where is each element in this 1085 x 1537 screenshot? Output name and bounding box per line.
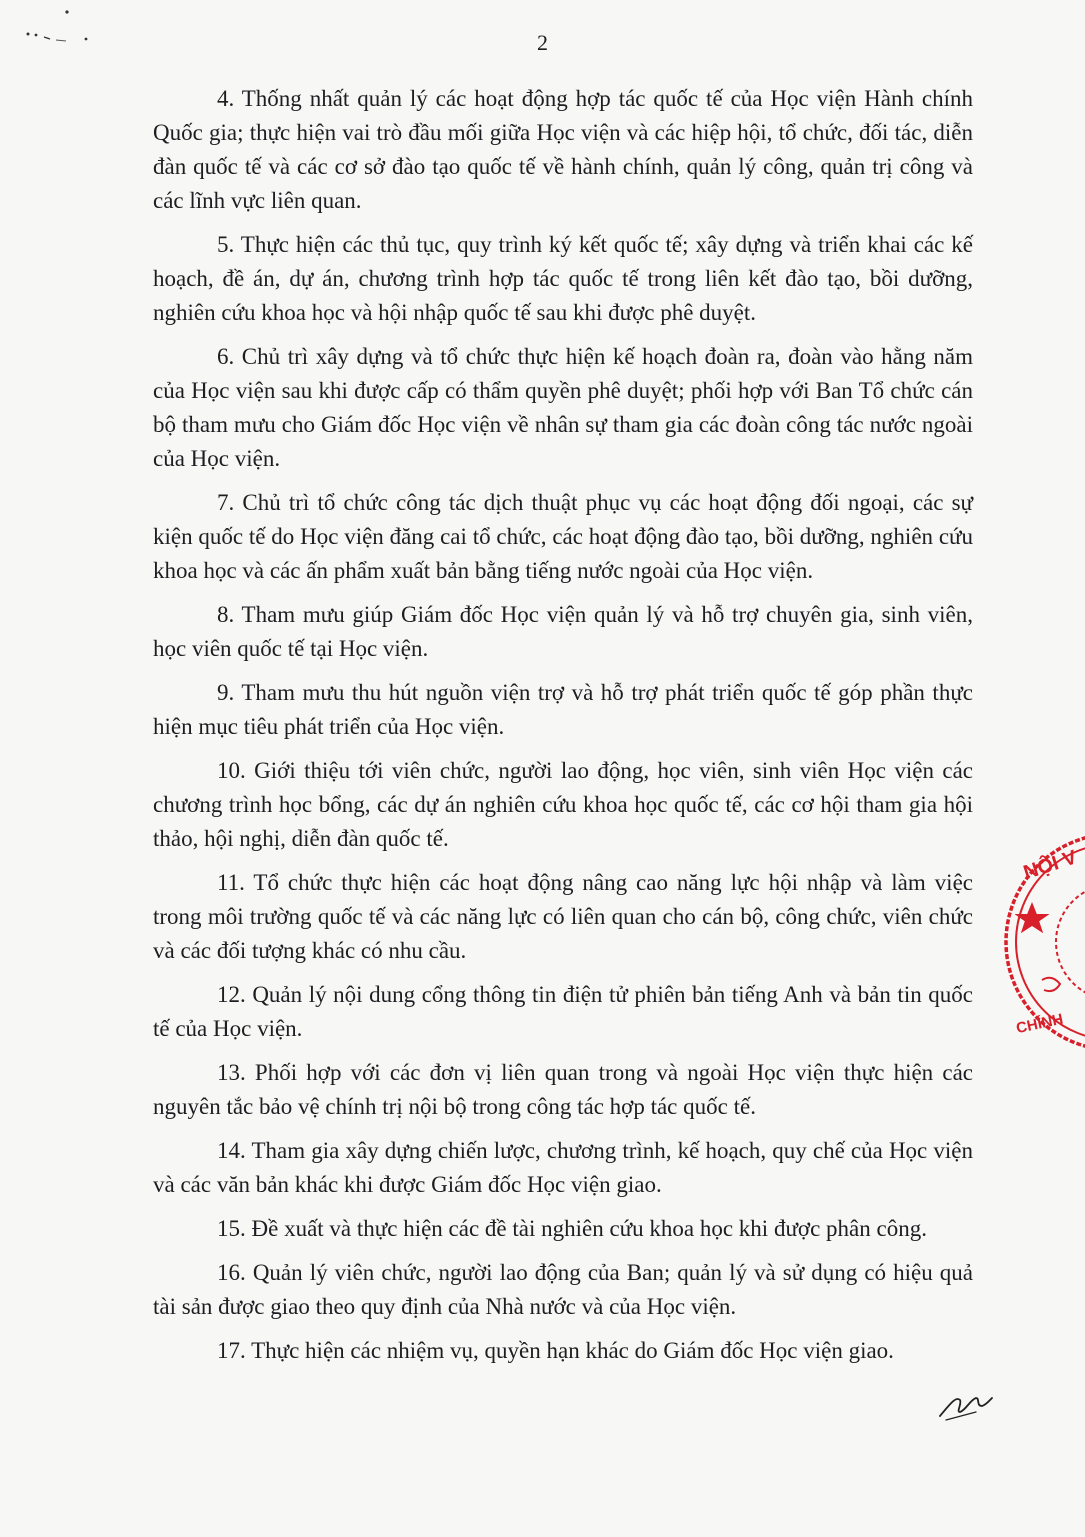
clause-6: 6. Chủ trì xây dựng và tổ chức thực hiện kế hoạch đoàn ra, đoàn vào hằng năm của Học viện sau khi được cấp có thẩm quyền phê duyệt; phối hợp với Ban Tổ chức cán bộ tham mưu cho Giám đốc Học viện về nhân sự tham gia các đoàn công tác nước ngoài của Học viện.: [153, 344, 973, 471]
official-seal: [1002, 830, 1085, 1055]
clause-16: 16. Quản lý viên chức, người lao động của Ban; quản lý và sử dụng có hiệu quả tài sản được giao theo quy định của Nhà nước và của Học viện.: [153, 1260, 973, 1319]
clause-14: 14. Tham gia xây dựng chiến lược, chương trình, kế hoạch, quy chế của Học viện và các văn bản khác khi được Giám đốc Học viện giao.: [153, 1138, 973, 1197]
page-number: 2: [537, 30, 548, 55]
clause-7: 7. Chủ trì tổ chức công tác dịch thuật phục vụ các hoạt động đối ngoại, các sự kiện quốc tế do Học viện đăng cai tổ chức, các hoạt động đào tạo, bồi dưỡng, nghiên cứu khoa học và các ấn phẩm xuất bản bằng tiếng nước ngoài của Học viện.: [153, 490, 973, 583]
clause-9: 9. Tham mưu thu hút nguồn viện trợ và hỗ trợ phát triển quốc tế góp phần thực hiện mục tiêu phát triển của Học viện.: [153, 680, 973, 739]
seal-text-bottom: CHÍNH: [1014, 1010, 1065, 1038]
document-body: [153, 82, 973, 1378]
clause-15: 15. Đề xuất và thực hiện các đề tài nghiên cứu khoa học khi được phân công.: [217, 1216, 927, 1241]
clause-12: 12. Quản lý nội dung cổng thông tin điện tử phiên bản tiếng Anh và bản tin quốc tế của Học viện.: [153, 982, 973, 1041]
clause-10: 10. Giới thiệu tới viên chức, người lao động, học viên, sinh viên Học viện các chương trình học bổng, các dự án nghiên cứu khoa học quốc tế, các cơ hội tham gia hội thảo, hội nghị, diễn đàn quốc tế.: [153, 758, 973, 851]
handwritten-initial: [936, 1386, 996, 1426]
clause-13: 13. Phối hợp với các đơn vị liên quan trong và ngoài Học viện thực hiện các nguyên tắc bảo vệ chính trị nội bộ trong công tác hợp tác quốc tế.: [153, 1060, 973, 1119]
clause-5: 5. Thực hiện các thủ tục, quy trình ký kết quốc tế; xây dựng và triển khai các kế hoạch, đề án, dự án, chương trình hợp tác quốc tế trong liên kết đào tạo, bồi dưỡng, nghiên cứu khoa học và hội nhập quốc tế sau khi được phê duyệt.: [153, 232, 973, 325]
clause-8: 8. Tham mưu giúp Giám đốc Học viện quản lý và hỗ trợ chuyên gia, sinh viên, học viên quốc tế tại Học viện.: [153, 602, 973, 661]
seal-text-top: NỘI V: [1020, 846, 1080, 885]
clause-17: 17. Thực hiện các nhiệm vụ, quyền hạn khác do Giám đốc Học viện giao.: [217, 1338, 894, 1363]
clause-4: 4. Thống nhất quản lý các hoạt động hợp tác quốc tế của Học viện Hành chính Quốc gia; thực hiện vai trò đầu mối giữa Học viện và các hiệp hội, tổ chức, đối tác, diễn đàn quốc tế và các cơ sở đào tạo quốc tế về hành chính, quản lý công, quản trị công và các lĩnh vực liên quan.: [153, 86, 973, 213]
clause-11: 11. Tổ chức thực hiện các hoạt động nâng cao năng lực hội nhập và làm việc trong môi trường quốc tế và các năng lực có liên quan cho cán bộ, công chức, viên chức và các đối tượng khác có nhu cầu.: [153, 870, 973, 963]
